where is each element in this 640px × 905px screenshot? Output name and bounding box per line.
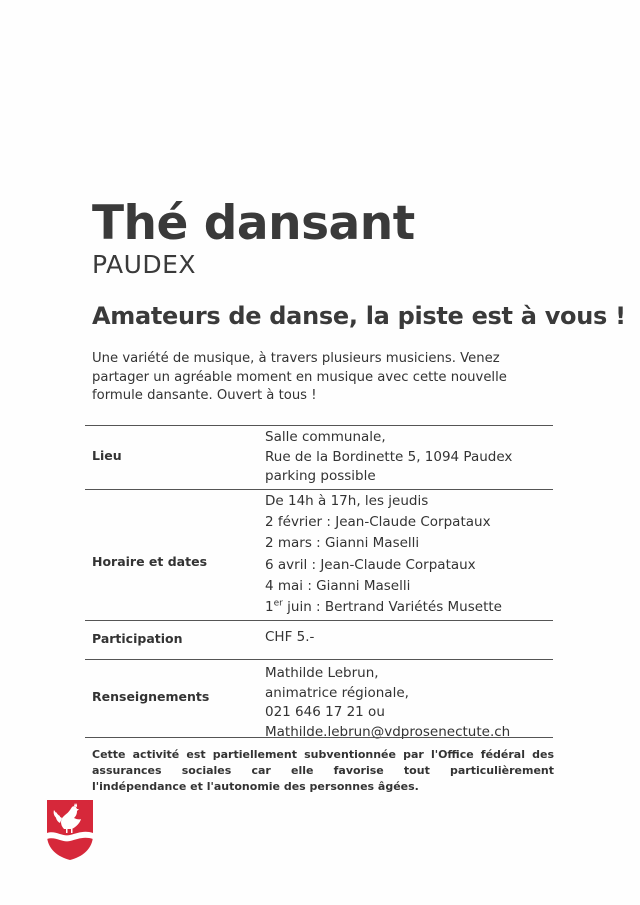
- horaire-line: 6 avril : Jean-Claude Corpataux: [265, 556, 476, 573]
- contact-line: animatrice régionale,: [265, 684, 409, 701]
- contact-line: 021 646 17 21 ou: [265, 704, 385, 720]
- horaire-line: 2 février : Jean-Claude Corpataux: [265, 514, 491, 531]
- last-rest: juin : Bertrand Variétés Musette: [282, 599, 502, 616]
- lieu-line: Rue de la Bordinette 5, 1094 Paudex: [265, 448, 513, 465]
- intro-paragraph: [92, 350, 552, 406]
- horaire-line: 2 mars : Gianni Maselli: [265, 535, 420, 552]
- location-subtitle: PAUDEX: [92, 250, 197, 279]
- table-rule: [85, 659, 553, 660]
- contact-line: Mathilde Lebrun,: [265, 665, 379, 681]
- label-renseignements: Renseignements: [92, 689, 210, 704]
- paudex-coat-of-arms-icon: [46, 799, 94, 861]
- subsidy-note: [92, 747, 554, 795]
- tagline: Amateurs de danse, la piste est à vous !: [92, 302, 626, 330]
- page-title: Thé dansant: [92, 196, 415, 251]
- table-rule-bottom: [85, 737, 553, 738]
- horaire-line: 4 mai : Gianni Maselli: [265, 577, 411, 594]
- lieu-line: parking possible: [265, 468, 376, 484]
- value-horaire: [265, 491, 502, 618]
- table-rule-top: [85, 425, 553, 426]
- intro-text: Une variété de musique, à travers plusieurs musiciens. Venez partager un agréable moment en musique avec cette nouvelle formule dansante. Ouvert à tous !: [92, 351, 507, 403]
- lieu-line: Salle communale,: [265, 429, 386, 445]
- horaire-line: De 14h à 17h, les jeudis: [265, 493, 429, 509]
- ordinal-sup: er: [273, 598, 283, 609]
- contact-email: Mathilde.lebrun@vdprosenectute.ch: [265, 723, 511, 740]
- label-participation: Participation: [92, 631, 183, 646]
- horaire-line-last: [265, 597, 502, 618]
- label-lieu: Lieu: [92, 448, 122, 463]
- value-lieu: [265, 428, 512, 487]
- table-rule: [85, 620, 553, 621]
- value-participation: CHF 5.-: [265, 629, 315, 645]
- table-rule: [85, 489, 553, 490]
- last-day: 1: [265, 599, 274, 616]
- value-renseignements: [265, 664, 510, 742]
- label-horaire: Horaire et dates: [92, 554, 208, 569]
- subsidy-text: Cette activité est partiellement subventionnée par l'Office fédéral des assurances sociales car elle favorise tout particulièrement l'indépendance et l'autonomie des personnes âgées.: [92, 748, 554, 793]
